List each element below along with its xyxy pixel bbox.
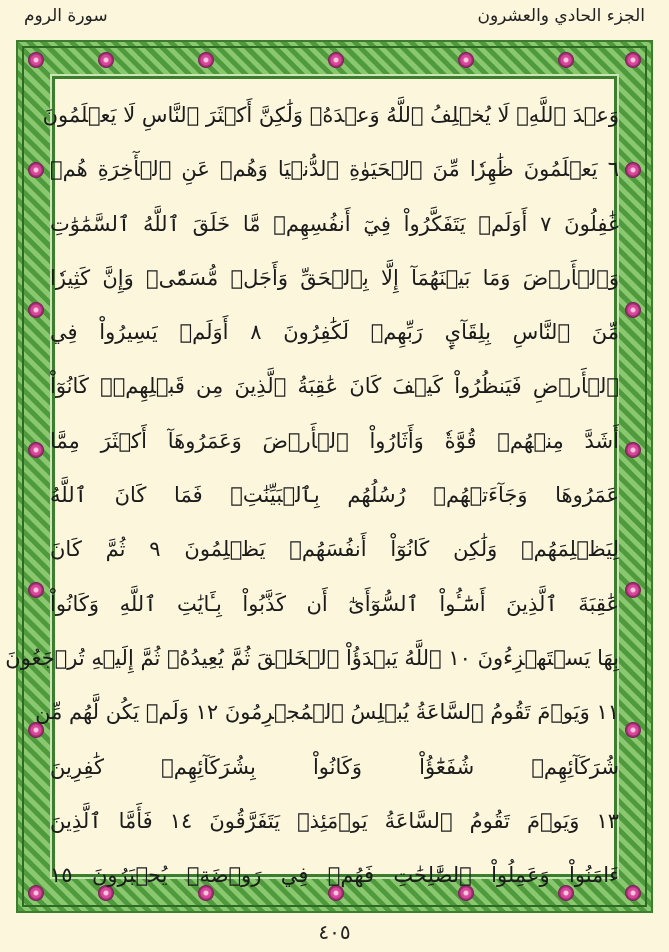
surah-title: سورة الروم (24, 6, 108, 26)
rosette-icon (625, 52, 641, 68)
rosette-icon (625, 885, 641, 901)
juz-title: الجزء الحادي والعشرون (477, 6, 645, 26)
page-header (18, 4, 651, 32)
rosette-icon (28, 52, 44, 68)
rosette-icon (558, 52, 574, 68)
text-line: غَٰفِلُونَ ٧ أَوَلَمۡ يَتَفَكَّرُواْ فِيٓ أَنفُسِهِمۗ مَّا خَلَقَ ٱللَّهُ ٱلسَّمَٰوَٰتِ (50, 211, 619, 236)
text-line: وَعۡدَ ٱللَّهِۖ لَا يُخۡلِفُ ٱللَّهُ وَعۡدَهُۥ وَلَٰكِنَّ أَكۡثَرَ ٱلنَّاسِ لَا يَعۡلَمُونَ (42, 103, 619, 127)
text-line: عَٰقِبَةَ ٱلَّذِينَ أَسَٰٓـُٔواْ ٱلسُّوٓأَىٰٓ أَن كَذَّبُواْ بِـَٔايَٰتِ ٱللَّهِ وَكَانُواْ (50, 591, 619, 616)
page-number: ٤٠٥ (318, 920, 351, 944)
rosette-icon (28, 885, 44, 901)
rosette-icon (625, 582, 641, 598)
text-line: عَمَرُوهَا وَجَآءَتۡهُمۡ رُسُلُهُم بِٱلۡبَيِّنَٰتِۖ فَمَا كَانَ ٱللَّهُ (50, 483, 619, 508)
rosette-icon (625, 162, 641, 178)
rosette-icon (98, 52, 114, 68)
text-line: ١٣ وَيَوۡمَ تَقُومُ ٱلسَّاعَةُ يَوۡمَئِذٖ يَتَفَرَّقُونَ ١٤ فَأَمَّا ٱلَّذِينَ (50, 808, 619, 833)
text-line: لِيَظۡلِمَهُمۡ وَلَٰكِن كَانُوٓاْ أَنفُسَهُمۡ يَظۡلِمُونَ ٩ ثُمَّ كَانَ (50, 537, 619, 562)
rosette-icon (28, 442, 44, 458)
text-line: ١١ وَيَوۡمَ تَقُومُ ٱلسَّاعَةُ يُبۡلِسُ ٱلۡمُجۡرِمُونَ ١٢ وَلَمۡ يَكُن لَّهُم مِّن (35, 700, 619, 725)
text-line: مِّنَ ٱلنَّاسِ بِلِقَآيِٕ رَبِّهِمۡ لَكَٰفِرُونَ ٨ أَوَلَمۡ يَسِيرُواْ فِي (50, 320, 620, 345)
rosette-icon (458, 52, 474, 68)
rosette-icon (625, 722, 641, 738)
text-line: ٱلۡأَرۡضِ فَيَنظُرُواْ كَيۡفَ كَانَ عَٰقِبَةُ ٱلَّذِينَ مِن قَبۡلِهِمۡۚ كَانُوٓاْ (50, 374, 619, 399)
rosette-icon (198, 52, 214, 68)
text-line: وَٱلۡأَرۡضَ وَمَا بَيۡنَهُمَآ إِلَّا بِٱلۡحَقِّ وَأَجَلٖ مُّسَمّٗىۗ وَإِنَّ كَثِيرٗا (50, 265, 619, 290)
text-line: أَشَدَّ مِنۡهُمۡ قُوَّةٗ وَأَثَارُواْ ٱلۡأَرۡضَ وَعَمَرُوهَآ أَكۡثَرَ مِمَّا (50, 428, 619, 453)
text-line: شُرَكَآئِهِمۡ شُفَعَٰٓؤُاْ وَكَانُواْ بِشُرَكَآئِهِمۡ كَٰفِرِينَ (50, 754, 619, 779)
rosette-icon (28, 302, 44, 318)
text-line: ٦ يَعۡلَمُونَ ظَٰهِرٗا مِّنَ ٱلۡحَيَوٰةِ ٱلدُّنۡيَا وَهُمۡ عَنِ ٱلۡأٓخِرَةِ هُمۡ (50, 157, 619, 182)
rosette-icon (28, 582, 44, 598)
text-line: ءَامَنُواْ وَعَمِلُواْ ٱلصَّٰلِحَٰتِ فَهُمۡ فِي رَوۡضَةٖ يُحۡبَرُونَ ١٥ (50, 863, 619, 888)
rosette-icon (28, 162, 44, 178)
rosette-icon (625, 442, 641, 458)
quran-text (5, 88, 620, 902)
text-line: بِهَا يَسۡتَهۡزِءُونَ ١٠ ٱللَّهُ يَبۡدَؤُاْ ٱلۡخَلۡقَ ثُمَّ يُعِيدُهُۥ ثُمَّ إِلَيۡهِ تُرۡجَعُونَ (5, 645, 619, 670)
rosette-icon (328, 52, 344, 68)
rosette-icon (625, 302, 641, 318)
